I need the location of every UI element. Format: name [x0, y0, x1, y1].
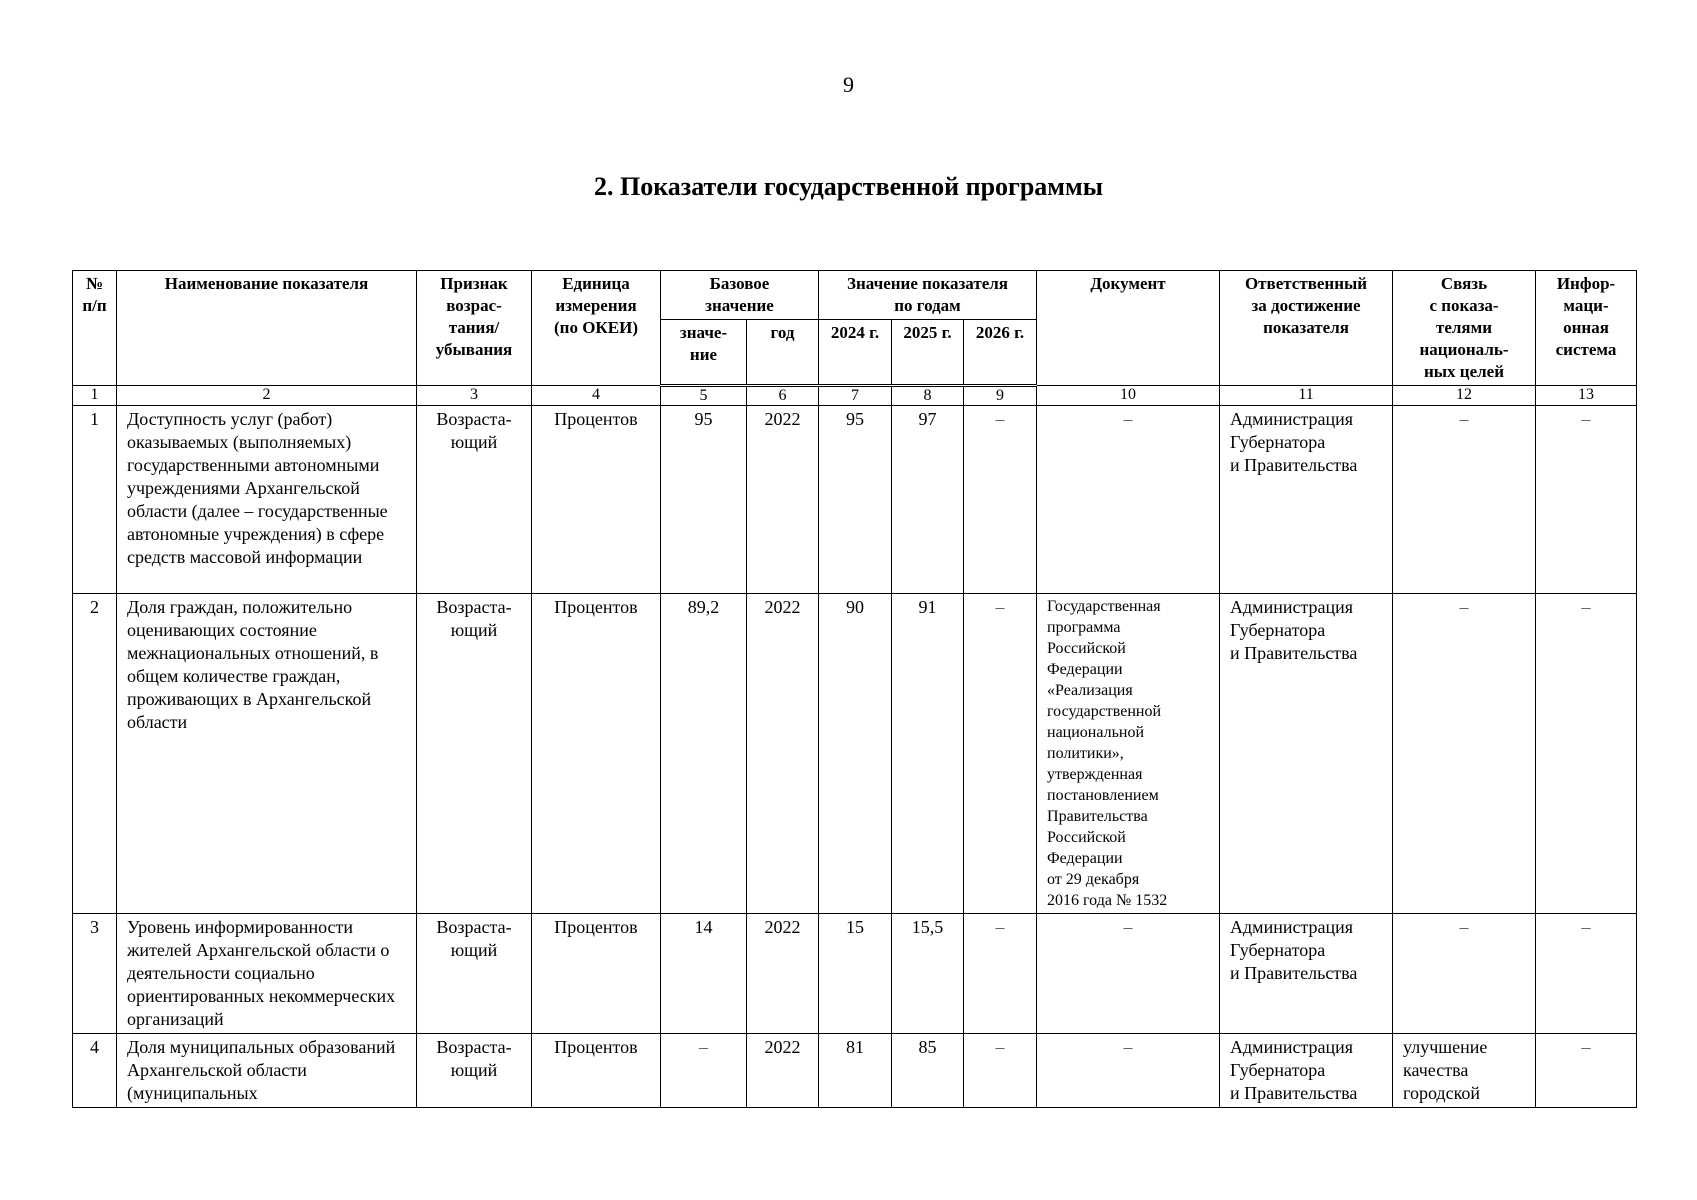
- table-row: [73, 914, 1637, 1034]
- page-title: 2. Показатели государственной программы: [593, 172, 1104, 201]
- header-num: № п/п: [73, 271, 117, 386]
- cell-2025: 91: [892, 594, 964, 914]
- cell-num: 3: [73, 914, 117, 1034]
- cell-2024: 81: [819, 1034, 892, 1108]
- cell-unit: Процентов: [532, 1034, 661, 1108]
- indicators-table: [72, 270, 1637, 1108]
- cell-document: Государственная программа Российской Федерации «Реализация государственной национальной политики», утвержденная постановлением Правительства Российской Федерации от 29 декабря 2016 года № 1532: [1037, 594, 1220, 914]
- cell-num: 1: [73, 406, 117, 594]
- header-2025: 2025 г.: [892, 320, 964, 386]
- cell-num: 4: [73, 1034, 117, 1108]
- cell-info: –: [1536, 914, 1637, 1034]
- cell-info: –: [1536, 406, 1637, 594]
- cell-document: –: [1037, 406, 1220, 594]
- cell-responsible: Администрация Губернатора и Правительства: [1220, 914, 1393, 1034]
- header-2024: 2024 г.: [819, 320, 892, 386]
- cell-info: –: [1536, 1034, 1637, 1108]
- header-row-top: [73, 271, 1637, 320]
- column-number: 8: [892, 386, 964, 406]
- header-2026: 2026 г.: [964, 320, 1037, 386]
- header-responsible: Ответственный за достижение показателя: [1220, 271, 1393, 386]
- cell-base-year: 2022: [747, 1034, 819, 1108]
- cell-unit: Процентов: [532, 914, 661, 1034]
- cell-responsible: Администрация Губернатора и Правительства: [1220, 406, 1393, 594]
- cell-2024: 95: [819, 406, 892, 594]
- cell-2025: 97: [892, 406, 964, 594]
- cell-unit: Процентов: [532, 594, 661, 914]
- column-number: 5: [661, 386, 747, 406]
- cell-2026: –: [964, 594, 1037, 914]
- cell-base-year: 2022: [747, 406, 819, 594]
- cell-responsible: Администрация Губернатора и Правительства: [1220, 1034, 1393, 1108]
- cell-base-value: 14: [661, 914, 747, 1034]
- header-name: Наименование показателя: [117, 271, 417, 386]
- cell-trend: Возраста- ющий: [417, 594, 532, 914]
- header-trend: Признак возрас- тания/ убывания: [417, 271, 532, 386]
- column-number: 6: [747, 386, 819, 406]
- cell-trend: Возраста- ющий: [417, 1034, 532, 1108]
- cell-name: Доля муниципальных образований Архангельской области (муниципальных: [117, 1034, 417, 1108]
- column-number: 10: [1037, 386, 1220, 406]
- cell-name: Доля граждан, положительно оценивающих состояние межнациональных отношений, в общем количестве граждан, проживающих в Архангельской области: [117, 594, 417, 914]
- cell-base-value: –: [661, 1034, 747, 1108]
- cell-info: –: [1536, 594, 1637, 914]
- page-number: 9: [843, 72, 854, 97]
- header-link: Связь с показа- телями националь- ных целей: [1393, 271, 1536, 386]
- cell-2026: –: [964, 406, 1037, 594]
- column-number: 1: [73, 386, 117, 406]
- cell-2024: 15: [819, 914, 892, 1034]
- column-number: 13: [1536, 386, 1637, 406]
- cell-link: улучшение качества городской: [1393, 1034, 1536, 1108]
- column-number: 4: [532, 386, 661, 406]
- cell-2025: 85: [892, 1034, 964, 1108]
- table-row: [73, 406, 1637, 594]
- header-document: Документ: [1037, 271, 1220, 386]
- column-number: 2: [117, 386, 417, 406]
- cell-2024: 90: [819, 594, 892, 914]
- cell-document: –: [1037, 914, 1220, 1034]
- cell-2026: –: [964, 1034, 1037, 1108]
- column-number: 9: [964, 386, 1037, 406]
- cell-base-value: 95: [661, 406, 747, 594]
- cell-2025: 15,5: [892, 914, 964, 1034]
- cell-name: Уровень информированности жителей Архангельской области о деятельности социально ориентированных некоммерческих организаций: [117, 914, 417, 1034]
- cell-responsible: Администрация Губернатора и Правительства: [1220, 594, 1393, 914]
- column-number-row: [73, 386, 1637, 406]
- header-base-year: год: [747, 320, 819, 386]
- cell-link: –: [1393, 594, 1536, 914]
- cell-link: –: [1393, 914, 1536, 1034]
- column-number: 12: [1393, 386, 1536, 406]
- header-unit: Единица измерения (по ОКЕИ): [532, 271, 661, 386]
- table-row: [73, 594, 1637, 914]
- header-info: Инфор- маци- онная система: [1536, 271, 1637, 386]
- cell-trend: Возраста- ющий: [417, 406, 532, 594]
- indicators-table-wrapper: [72, 270, 1637, 1108]
- header-years-group: Значение показателя по годам: [819, 271, 1037, 320]
- column-number: 11: [1220, 386, 1393, 406]
- cell-link: –: [1393, 406, 1536, 594]
- cell-name: Доступность услуг (работ) оказываемых (выполняемых) государственными автономными учреждениями Архангельской области (далее – государственные автономные учреждения) в сфере средств массовой информации: [117, 406, 417, 594]
- cell-2026: –: [964, 914, 1037, 1034]
- column-number: 7: [819, 386, 892, 406]
- cell-trend: Возраста- ющий: [417, 914, 532, 1034]
- header-base: Базовое значение: [661, 271, 819, 320]
- cell-document: –: [1037, 1034, 1220, 1108]
- table-row: [73, 1034, 1637, 1108]
- cell-unit: Процентов: [532, 406, 661, 594]
- cell-base-year: 2022: [747, 914, 819, 1034]
- header-base-value: значе- ние: [661, 320, 747, 386]
- cell-base-value: 89,2: [661, 594, 747, 914]
- cell-base-year: 2022: [747, 594, 819, 914]
- column-number: 3: [417, 386, 532, 406]
- cell-num: 2: [73, 594, 117, 914]
